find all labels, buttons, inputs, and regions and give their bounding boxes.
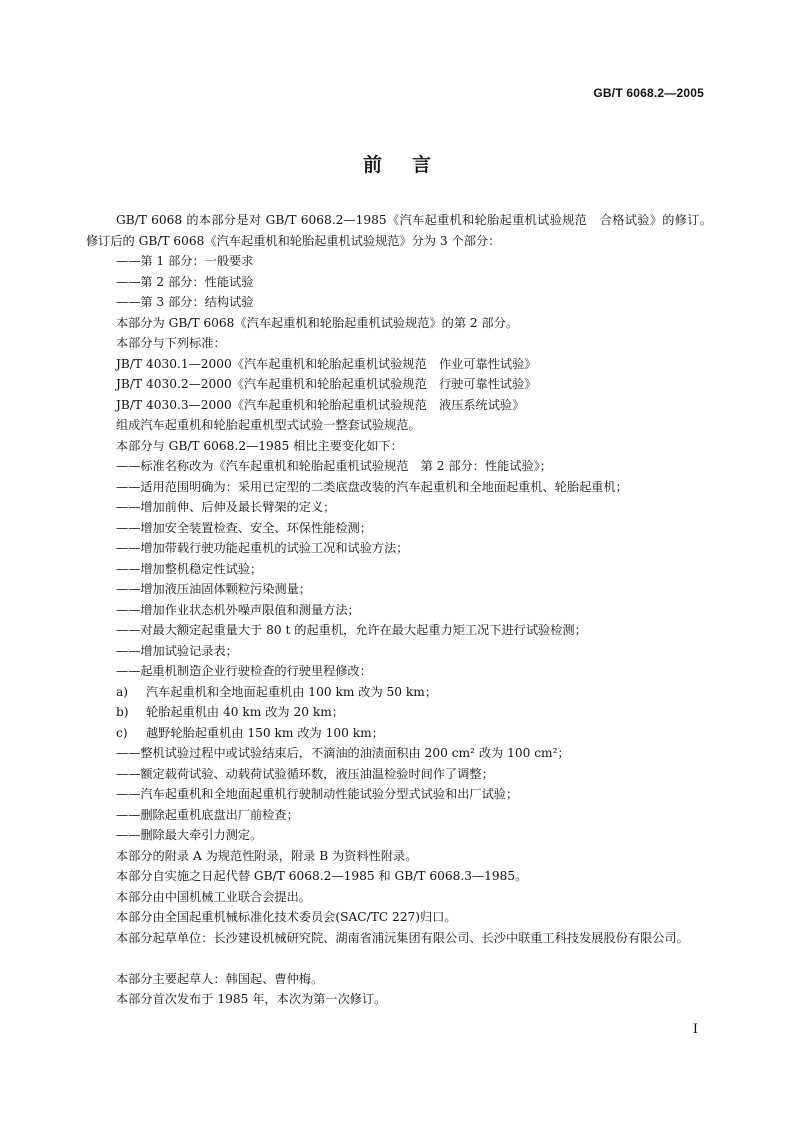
- change-item: ——汽车起重机和全地面起重机行驶制动性能试验分型式试验和出厂试验；: [116, 787, 519, 801]
- change-item: ——增加带载行驶功能起重机的试验工况和试验方法；: [116, 541, 409, 555]
- mileage-item-label: c): [116, 725, 128, 740]
- mileage-item: [86, 682, 712, 703]
- compose-statement: 组成汽车起重机和轮胎起重机型式试验一整套试验规范。: [116, 418, 421, 432]
- change-item: ——增加作业状态机外噪声限值和测量方法；: [116, 602, 360, 617]
- changes-intro: 本部分与 GB/T 6068.2—1985 相比主要变化如下：: [116, 438, 403, 453]
- change-item: ——增加前伸、后伸及最长臂架的定义；: [116, 500, 336, 514]
- related-standard: JB/T 4030.3—2000《汽车起重机和轮胎起重机试验规范 液压系统试验》: [116, 397, 525, 412]
- change-item: ——整机试验过程中或试验结束后，不滴油的油渍面积由 200 cm² 改为 100 cm²；: [116, 746, 570, 760]
- part-item: ——第 2 部分：性能试验: [116, 274, 254, 289]
- foreword-body: [86, 210, 712, 1010]
- managed-by: 本部分由全国起重机械标准化技术委员会(SAC/TC 227)归口。: [116, 910, 457, 924]
- page-title: 前言: [362, 154, 461, 176]
- mileage-item-text: 汽车起重机和全地面起重机由 100 km 改为 50 km；: [146, 684, 438, 699]
- part-item: ——第 3 部分：结构试验: [116, 295, 254, 309]
- change-item: ——标准名称改为《汽车起重机和轮胎起重机试验规范 第 2 部分：性能试验》；: [116, 459, 552, 473]
- intro-paragraph: GB/T 6068 的本部分是对 GB/T 6068.2—1985《汽车起重机和轮胎起重机试验规范 合格试验》的修订。修订后的 GB/T 6068《汽车起重机和轮胎起重机试验规范》分为 3 个部分：: [86, 213, 712, 248]
- change-item: ——适用范围明确为：采用已定型的二类底盘改装的汽车起重机和全地面起重机、轮胎起重机；: [116, 479, 628, 494]
- mileage-item-text: 越野轮胎起重机由 150 km 改为 100 km；: [146, 725, 384, 740]
- change-item: ——增加液压油固体颗粒污染测量；: [116, 582, 311, 596]
- related-standard: JB/T 4030.1—2000《汽车起重机和轮胎起重机试验规范 作业可靠性试验》: [116, 356, 537, 371]
- mileage-item-label: b): [116, 705, 129, 719]
- replace-statement: 本部分自实施之日起代替 GB/T 6068.2—1985 和 GB/T 6068.3—1985。: [116, 869, 528, 883]
- annex-statement: 本部分的附录 A 为规范性附录，附录 B 为资料性附录。: [116, 848, 418, 863]
- part-statement: 本部分为 GB/T 6068《汽车起重机和轮胎起重机试验规范》的第 2 部分。: [116, 315, 519, 330]
- page-number: I: [692, 1022, 698, 1037]
- part-item: ——第 1 部分：一般要求: [116, 254, 254, 268]
- related-standards-intro: 本部分与下列标准：: [116, 336, 226, 350]
- proposed-by: 本部分由中国机械工业联合会提出。: [116, 889, 311, 904]
- change-item: ——对最大额定起重量大于 80 t 的起重机，允许在最大起重力矩工况下进行试验检测；: [116, 623, 587, 637]
- change-item: ——增加整机稳定性试验；: [116, 561, 263, 576]
- standard-number: GB/T 6068.2—2005: [593, 86, 704, 100]
- change-item: ——删除最大牵引力测定。: [116, 828, 263, 842]
- change-item: ——额定载荷试验、动载荷试验循环数，液压油温检验时间作了调整；: [116, 766, 494, 781]
- drafting-units: 本部分起草单位：长沙建设机械研究院、湖南省浦沅集团有限公司、长沙中联重工科技发展股份有限公司。: [116, 930, 689, 945]
- related-standard: JB/T 4030.2—2000《汽车起重机和轮胎起重机试验规范 行驶可靠性试验》: [116, 377, 537, 391]
- change-item: ——删除起重机底盘出厂前检查；: [116, 807, 299, 822]
- mileage-item-text: 轮胎起重机由 40 km 改为 20 km；: [146, 705, 344, 719]
- main-drafters: 本部分主要起草人：韩国起、曹仲梅。: [116, 971, 324, 986]
- change-item: ——起重机制造企业行驶检查的行驶里程修改：: [116, 664, 372, 678]
- mileage-item: [86, 723, 712, 744]
- mileage-item-label: a): [116, 684, 129, 699]
- mileage-item: [86, 702, 712, 723]
- change-item: ——增加试验记录表；: [116, 643, 238, 658]
- publication-history: 本部分首次发布于 1985 年，本次为第一次修订。: [116, 992, 387, 1006]
- change-item: ——增加安全装置检查、安全、环保性能检测；: [116, 520, 372, 535]
